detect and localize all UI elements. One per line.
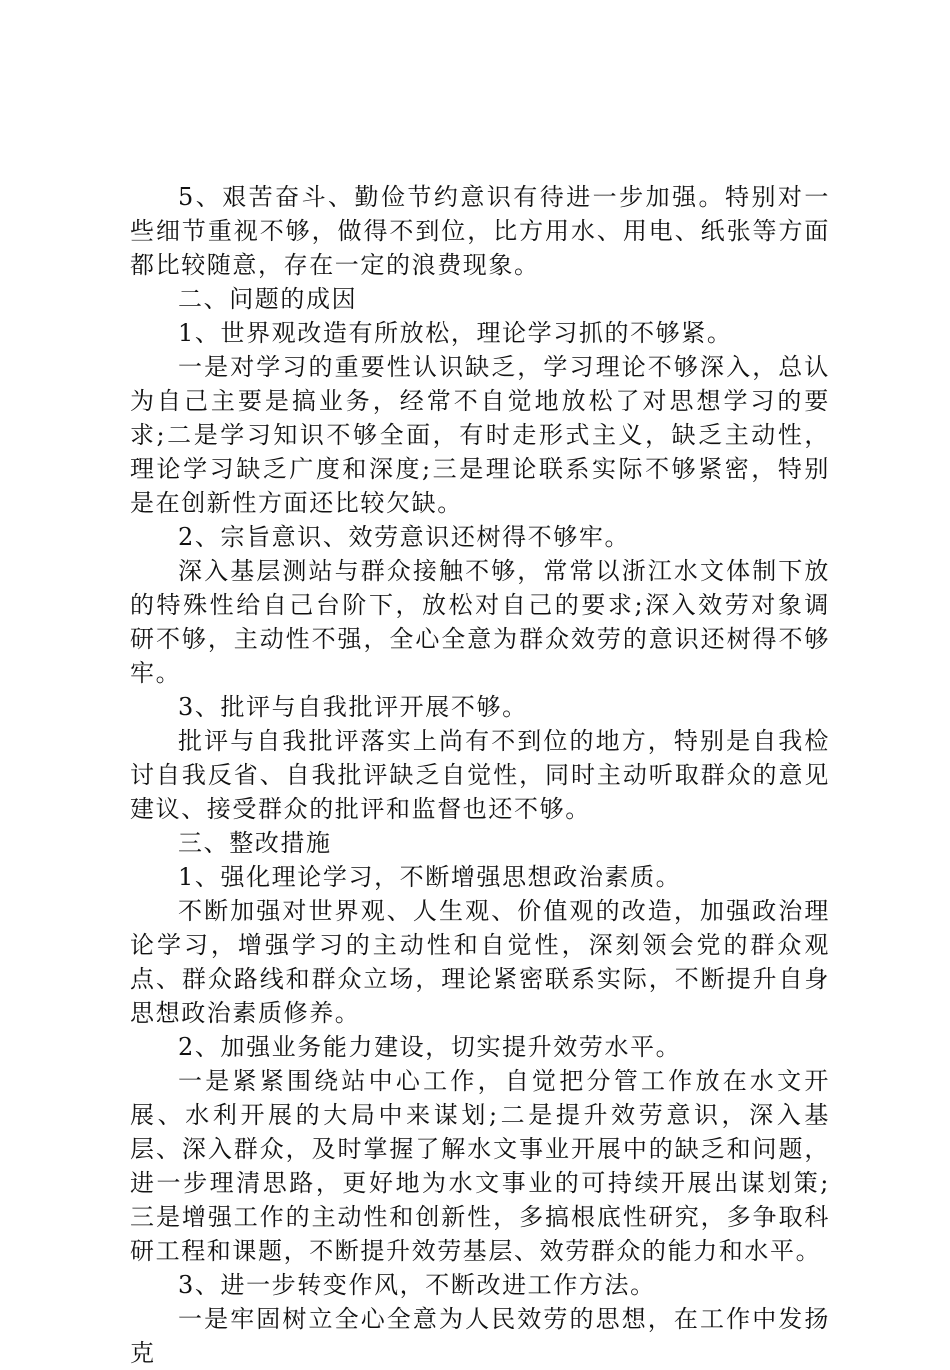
subheading-business-ability: 2、加强业务能力建设，切实提升效劳水平。 bbox=[178, 1033, 682, 1061]
subheading-worldview: 1、世界观改造有所放松，理论学习抓的不够紧。 bbox=[178, 319, 733, 347]
paragraph-service-awareness: 深入基层测站与群众接触不够，常常以浙江水文体制下放的特殊性给自己台阶下，放松对自己的要求;深入效劳对象调研不够，主动性不强，全心全意为群众效劳的意识还树得不够牢。 bbox=[130, 557, 830, 687]
paragraph-theory-study: 不断加强对世界观、人生观、价值观的改造，加强政治理论学习，增强学习的主动性和自觉性，深刻领会党的群众观点、群众路线和群众立场，理论紧密联系实际，不断提升自身思想政治素质修养。 bbox=[130, 897, 830, 1027]
section-heading-causes: 二、问题的成因 bbox=[178, 285, 358, 313]
section-heading-measures: 三、整改措施 bbox=[178, 829, 332, 857]
paragraph-criticism: 批评与自我批评落实上尚有不到位的地方，特别是自我检讨自我反省、自我批评缺乏自觉性，同时主动听取群众的意见建议、接受群众的批评和监督也还不够。 bbox=[130, 727, 830, 823]
subheading-service-awareness: 2、宗旨意识、效劳意识还树得不够牢。 bbox=[178, 523, 631, 551]
paragraph-frugality-issue: 5、艰苦奋斗、勤俭节约意识有待进一步加强。特别对一些细节重视不够，做得不到位，比方用水、用电、纸张等方面都比较随意，存在一定的浪费现象。 bbox=[130, 183, 830, 279]
paragraph-work-style: 一是牢固树立全心全意为人民效劳的思想，在工作中发扬克 bbox=[130, 1305, 830, 1367]
subheading-theory-study: 1、强化理论学习，不断增强思想政治素质。 bbox=[178, 863, 682, 891]
paragraph-worldview: 一是对学习的重要性认识缺乏，学习理论不够深入，总认为自己主要是搞业务，经常不自觉地放松了对思想学习的要求;二是学习知识不够全面，有时走形式主义，缺乏主动性，理论学习缺乏广度和深度;三是理论联系实际不够紧密，特别是在创新性方面还比较欠缺。 bbox=[130, 353, 830, 517]
subheading-work-style: 3、进一步转变作风，不断改进工作方法。 bbox=[178, 1271, 656, 1299]
subheading-criticism: 3、批评与自我批评开展不够。 bbox=[178, 693, 528, 721]
paragraph-business-ability: 一是紧紧围绕站中心工作，自觉把分管工作放在水文开展、水利开展的大局中来谋划;二是提升效劳意识，深入基层、深入群众，及时掌握了解水文事业开展中的缺乏和问题，进一步理清思路，更好地为水文事业的可持续开展出谋划策;三是增强工作的主动性和创新性，多搞根底性研究，多争取科研工程和课题，不断提升效劳基层、效劳群众的能力和水平。 bbox=[130, 1067, 830, 1265]
document-body bbox=[130, 180, 830, 1370]
